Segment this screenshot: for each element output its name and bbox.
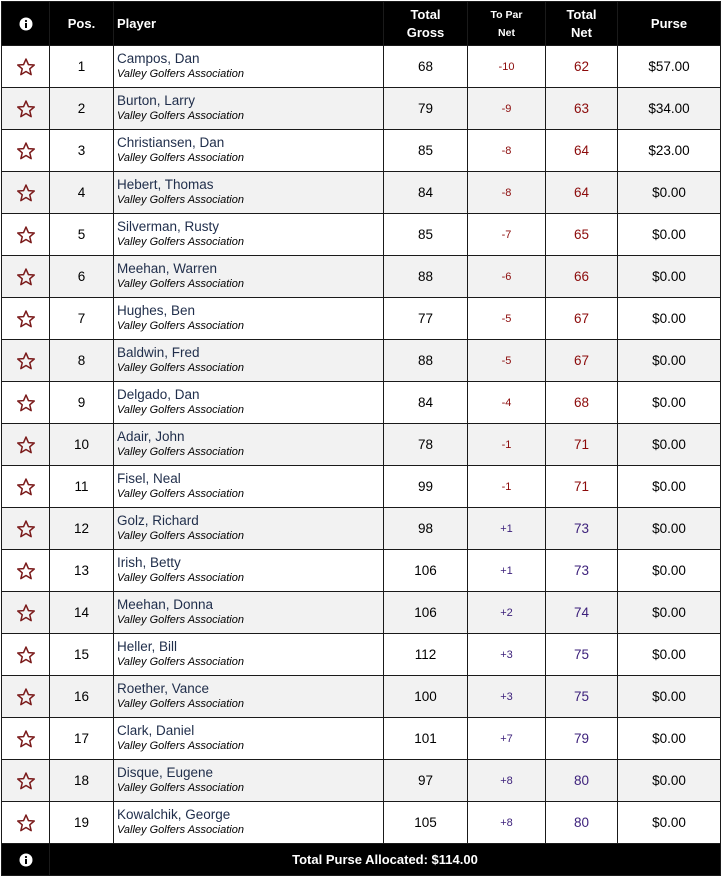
- player-club: Valley Golfers Association: [117, 530, 244, 542]
- header-to-par-net[interactable]: [468, 2, 546, 46]
- total-net-cell: 80: [546, 802, 618, 844]
- position-cell: 7: [50, 298, 114, 340]
- favorite-cell[interactable]: [2, 424, 50, 466]
- total-gross-cell: 85: [384, 214, 468, 256]
- star-icon[interactable]: [16, 729, 36, 749]
- favorite-cell[interactable]: [2, 340, 50, 382]
- header-topar-line2: Net: [498, 26, 515, 39]
- favorite-cell[interactable]: [2, 256, 50, 298]
- footer-row: [2, 844, 721, 876]
- star-icon[interactable]: [16, 309, 36, 329]
- total-gross-cell: 88: [384, 256, 468, 298]
- purse-cell: $0.00: [618, 508, 721, 550]
- to-par-net-cell: +8: [468, 760, 546, 802]
- favorite-cell[interactable]: [2, 802, 50, 844]
- total-net-cell: 62: [546, 46, 618, 88]
- total-net-cell: 64: [546, 130, 618, 172]
- position-cell: 14: [50, 592, 114, 634]
- star-icon[interactable]: [16, 141, 36, 161]
- purse-cell: $0.00: [618, 340, 721, 382]
- position-cell: 11: [50, 466, 114, 508]
- player-cell[interactable]: [114, 760, 384, 802]
- star-icon[interactable]: [16, 687, 36, 707]
- favorite-cell[interactable]: [2, 760, 50, 802]
- purse-cell: $0.00: [618, 634, 721, 676]
- star-icon[interactable]: [16, 351, 36, 371]
- player-name[interactable]: Roether, Vance: [117, 681, 210, 696]
- player-name[interactable]: Silverman, Rusty: [117, 219, 220, 234]
- favorite-cell[interactable]: [2, 634, 50, 676]
- total-gross-cell: 97: [384, 760, 468, 802]
- star-icon[interactable]: [16, 225, 36, 245]
- player-club: Valley Golfers Association: [117, 152, 244, 164]
- star-icon[interactable]: [16, 645, 36, 665]
- player-club: Valley Golfers Association: [117, 614, 244, 626]
- player-club: Valley Golfers Association: [117, 782, 244, 794]
- player-name[interactable]: Meehan, Donna: [117, 597, 214, 612]
- favorite-cell[interactable]: [2, 298, 50, 340]
- player-cell[interactable]: [114, 214, 384, 256]
- table-row: [2, 172, 721, 214]
- player-name[interactable]: Hughes, Ben: [117, 303, 196, 318]
- position-cell: 16: [50, 676, 114, 718]
- position-cell: 12: [50, 508, 114, 550]
- total-gross-cell: 112: [384, 634, 468, 676]
- total-net-cell: 71: [546, 424, 618, 466]
- player-name[interactable]: Fisel, Neal: [117, 471, 181, 486]
- to-par-net-cell: +3: [468, 634, 546, 676]
- position-cell: 2: [50, 88, 114, 130]
- total-net-cell: 65: [546, 214, 618, 256]
- to-par-net-cell: -6: [468, 256, 546, 298]
- header-info[interactable]: [2, 2, 50, 46]
- star-icon[interactable]: [16, 603, 36, 623]
- player-cell[interactable]: [114, 382, 384, 424]
- table-row: [2, 340, 721, 382]
- position-cell: 1: [50, 46, 114, 88]
- favorite-cell[interactable]: [2, 88, 50, 130]
- player-name[interactable]: Meehan, Warren: [117, 261, 218, 276]
- total-gross-cell: 79: [384, 88, 468, 130]
- table-row: [2, 550, 721, 592]
- purse-cell: $0.00: [618, 382, 721, 424]
- to-par-net-cell: -9: [468, 88, 546, 130]
- player-cell[interactable]: [114, 298, 384, 340]
- total-net-cell: 74: [546, 592, 618, 634]
- player-cell[interactable]: [114, 130, 384, 172]
- header-total-gross[interactable]: [384, 2, 468, 46]
- favorite-cell[interactable]: [2, 172, 50, 214]
- header-row: [2, 2, 721, 46]
- header-pos[interactable]: Pos.: [50, 2, 114, 46]
- total-gross-cell: 106: [384, 592, 468, 634]
- to-par-net-cell: +1: [468, 508, 546, 550]
- position-cell: 13: [50, 550, 114, 592]
- to-par-net-cell: -1: [468, 424, 546, 466]
- position-cell: 3: [50, 130, 114, 172]
- favorite-cell[interactable]: [2, 676, 50, 718]
- player-club: Valley Golfers Association: [117, 236, 244, 248]
- player-cell[interactable]: [114, 718, 384, 760]
- header-purse[interactable]: Purse: [618, 2, 721, 46]
- header-net-line2: Net: [571, 24, 592, 40]
- player-cell[interactable]: [114, 550, 384, 592]
- total-net-cell: 66: [546, 256, 618, 298]
- star-icon[interactable]: [16, 183, 36, 203]
- table-row: [2, 592, 721, 634]
- player-name[interactable]: Burton, Larry: [117, 93, 196, 108]
- total-gross-cell: 106: [384, 550, 468, 592]
- player-cell[interactable]: [114, 424, 384, 466]
- star-icon[interactable]: [16, 519, 36, 539]
- position-cell: 8: [50, 340, 114, 382]
- purse-cell: $0.00: [618, 466, 721, 508]
- total-gross-cell: 99: [384, 466, 468, 508]
- favorite-cell[interactable]: [2, 382, 50, 424]
- table-row: [2, 46, 721, 88]
- player-cell[interactable]: [114, 466, 384, 508]
- header-gross-line2: Gross: [406, 24, 445, 40]
- player-name[interactable]: Golz, Richard: [117, 513, 199, 528]
- position-cell: 4: [50, 172, 114, 214]
- player-name[interactable]: Adair, John: [117, 429, 185, 444]
- header-player[interactable]: Player: [114, 2, 384, 46]
- star-icon[interactable]: [16, 267, 36, 287]
- purse-cell: $0.00: [618, 256, 721, 298]
- star-icon[interactable]: [16, 561, 36, 581]
- player-club: Valley Golfers Association: [117, 320, 244, 332]
- total-gross-cell: 101: [384, 718, 468, 760]
- favorite-cell[interactable]: [2, 466, 50, 508]
- info-icon[interactable]: [19, 853, 33, 867]
- table-row: [2, 676, 721, 718]
- total-net-cell: 63: [546, 88, 618, 130]
- total-gross-cell: 100: [384, 676, 468, 718]
- header-gross-line1: Total: [410, 6, 441, 22]
- purse-cell: $0.00: [618, 802, 721, 844]
- to-par-net-cell: -4: [468, 382, 546, 424]
- player-club: Valley Golfers Association: [117, 824, 244, 836]
- total-net-cell: 73: [546, 508, 618, 550]
- player-name[interactable]: Irish, Betty: [117, 555, 181, 570]
- player-name[interactable]: Hebert, Thomas: [117, 177, 214, 192]
- purse-cell: $0.00: [618, 298, 721, 340]
- player-cell[interactable]: [114, 592, 384, 634]
- to-par-net-cell: -5: [468, 340, 546, 382]
- purse-cell: $23.00: [618, 130, 721, 172]
- star-icon[interactable]: [16, 813, 36, 833]
- total-net-cell: 71: [546, 466, 618, 508]
- table-row: [2, 88, 721, 130]
- player-club: Valley Golfers Association: [117, 68, 244, 80]
- total-gross-cell: 98: [384, 508, 468, 550]
- total-net-cell: 68: [546, 382, 618, 424]
- total-net-cell: 75: [546, 634, 618, 676]
- player-name[interactable]: Heller, Bill: [117, 639, 178, 654]
- purse-cell: $0.00: [618, 718, 721, 760]
- position-cell: 15: [50, 634, 114, 676]
- to-par-net-cell: +2: [468, 592, 546, 634]
- star-icon[interactable]: [16, 477, 36, 497]
- player-name[interactable]: Christiansen, Dan: [117, 135, 225, 150]
- total-net-cell: 67: [546, 298, 618, 340]
- total-purse-label: Total Purse Allocated: $114.00: [50, 844, 721, 876]
- star-icon[interactable]: [16, 393, 36, 413]
- favorite-cell[interactable]: [2, 46, 50, 88]
- player-club: Valley Golfers Association: [117, 110, 244, 122]
- player-name[interactable]: Disque, Eugene: [117, 765, 214, 780]
- purse-cell: $34.00: [618, 88, 721, 130]
- position-cell: 5: [50, 214, 114, 256]
- player-club: Valley Golfers Association: [117, 362, 244, 374]
- purse-cell: $0.00: [618, 172, 721, 214]
- total-gross-cell: 68: [384, 46, 468, 88]
- to-par-net-cell: -7: [468, 214, 546, 256]
- player-cell[interactable]: [114, 46, 384, 88]
- favorite-cell[interactable]: [2, 508, 50, 550]
- purse-cell: $0.00: [618, 550, 721, 592]
- footer-info[interactable]: [2, 844, 50, 876]
- table-row: [2, 802, 721, 844]
- info-icon[interactable]: [19, 17, 33, 31]
- star-icon[interactable]: [16, 57, 36, 77]
- table-row: [2, 760, 721, 802]
- purse-cell: $0.00: [618, 424, 721, 466]
- to-par-net-cell: +7: [468, 718, 546, 760]
- to-par-net-cell: -8: [468, 130, 546, 172]
- table-row: [2, 130, 721, 172]
- player-name[interactable]: Campos, Dan: [117, 51, 200, 66]
- purse-cell: $0.00: [618, 676, 721, 718]
- total-net-cell: 75: [546, 676, 618, 718]
- player-name[interactable]: Clark, Daniel: [117, 723, 195, 738]
- player-name[interactable]: Delgado, Dan: [117, 387, 200, 402]
- favorite-cell[interactable]: [2, 592, 50, 634]
- position-cell: 9: [50, 382, 114, 424]
- to-par-net-cell: +3: [468, 676, 546, 718]
- table-row: [2, 382, 721, 424]
- player-club: Valley Golfers Association: [117, 656, 244, 668]
- star-icon[interactable]: [16, 435, 36, 455]
- table-row: [2, 466, 721, 508]
- star-icon[interactable]: [16, 771, 36, 791]
- table-row: [2, 256, 721, 298]
- header-total-net[interactable]: [546, 2, 618, 46]
- player-cell[interactable]: [114, 634, 384, 676]
- position-cell: 17: [50, 718, 114, 760]
- to-par-net-cell: -1: [468, 466, 546, 508]
- to-par-net-cell: +8: [468, 802, 546, 844]
- purse-cell: $0.00: [618, 592, 721, 634]
- purse-cell: $57.00: [618, 46, 721, 88]
- favorite-cell[interactable]: [2, 214, 50, 256]
- total-gross-cell: 84: [384, 382, 468, 424]
- position-cell: 19: [50, 802, 114, 844]
- player-cell[interactable]: [114, 508, 384, 550]
- leaderboard-table: [1, 1, 721, 876]
- favorite-cell[interactable]: [2, 550, 50, 592]
- player-cell[interactable]: [114, 802, 384, 844]
- header-topar-line1: To Par: [490, 8, 523, 21]
- player-club: Valley Golfers Association: [117, 446, 244, 458]
- purse-cell: $0.00: [618, 760, 721, 802]
- player-club: Valley Golfers Association: [117, 572, 244, 584]
- to-par-net-cell: -8: [468, 172, 546, 214]
- table-row: [2, 214, 721, 256]
- to-par-net-cell: -5: [468, 298, 546, 340]
- player-club: Valley Golfers Association: [117, 278, 244, 290]
- table-row: [2, 718, 721, 760]
- total-gross-cell: 77: [384, 298, 468, 340]
- player-club: Valley Golfers Association: [117, 488, 244, 500]
- total-net-cell: 67: [546, 340, 618, 382]
- table-row: [2, 298, 721, 340]
- player-name[interactable]: Kowalchik, George: [117, 807, 231, 822]
- total-gross-cell: 88: [384, 340, 468, 382]
- player-cell[interactable]: [114, 256, 384, 298]
- purse-cell: $0.00: [618, 214, 721, 256]
- total-net-cell: 64: [546, 172, 618, 214]
- total-net-cell: 80: [546, 760, 618, 802]
- total-gross-cell: 85: [384, 130, 468, 172]
- position-cell: 18: [50, 760, 114, 802]
- player-name[interactable]: Baldwin, Fred: [117, 345, 200, 360]
- total-gross-cell: 84: [384, 172, 468, 214]
- total-net-cell: 73: [546, 550, 618, 592]
- table-row: [2, 634, 721, 676]
- player-club: Valley Golfers Association: [117, 698, 244, 710]
- star-icon[interactable]: [16, 99, 36, 119]
- player-cell[interactable]: [114, 88, 384, 130]
- header-net-line1: Total: [566, 6, 597, 22]
- to-par-net-cell: -10: [468, 46, 546, 88]
- position-cell: 6: [50, 256, 114, 298]
- table-row: [2, 508, 721, 550]
- player-club: Valley Golfers Association: [117, 740, 244, 752]
- favorite-cell[interactable]: [2, 718, 50, 760]
- player-cell[interactable]: [114, 340, 384, 382]
- player-club: Valley Golfers Association: [117, 404, 244, 416]
- total-net-cell: 79: [546, 718, 618, 760]
- player-club: Valley Golfers Association: [117, 194, 244, 206]
- player-cell[interactable]: [114, 172, 384, 214]
- total-gross-cell: 78: [384, 424, 468, 466]
- position-cell: 10: [50, 424, 114, 466]
- table-row: [2, 424, 721, 466]
- player-cell[interactable]: [114, 676, 384, 718]
- total-gross-cell: 105: [384, 802, 468, 844]
- favorite-cell[interactable]: [2, 130, 50, 172]
- to-par-net-cell: +1: [468, 550, 546, 592]
